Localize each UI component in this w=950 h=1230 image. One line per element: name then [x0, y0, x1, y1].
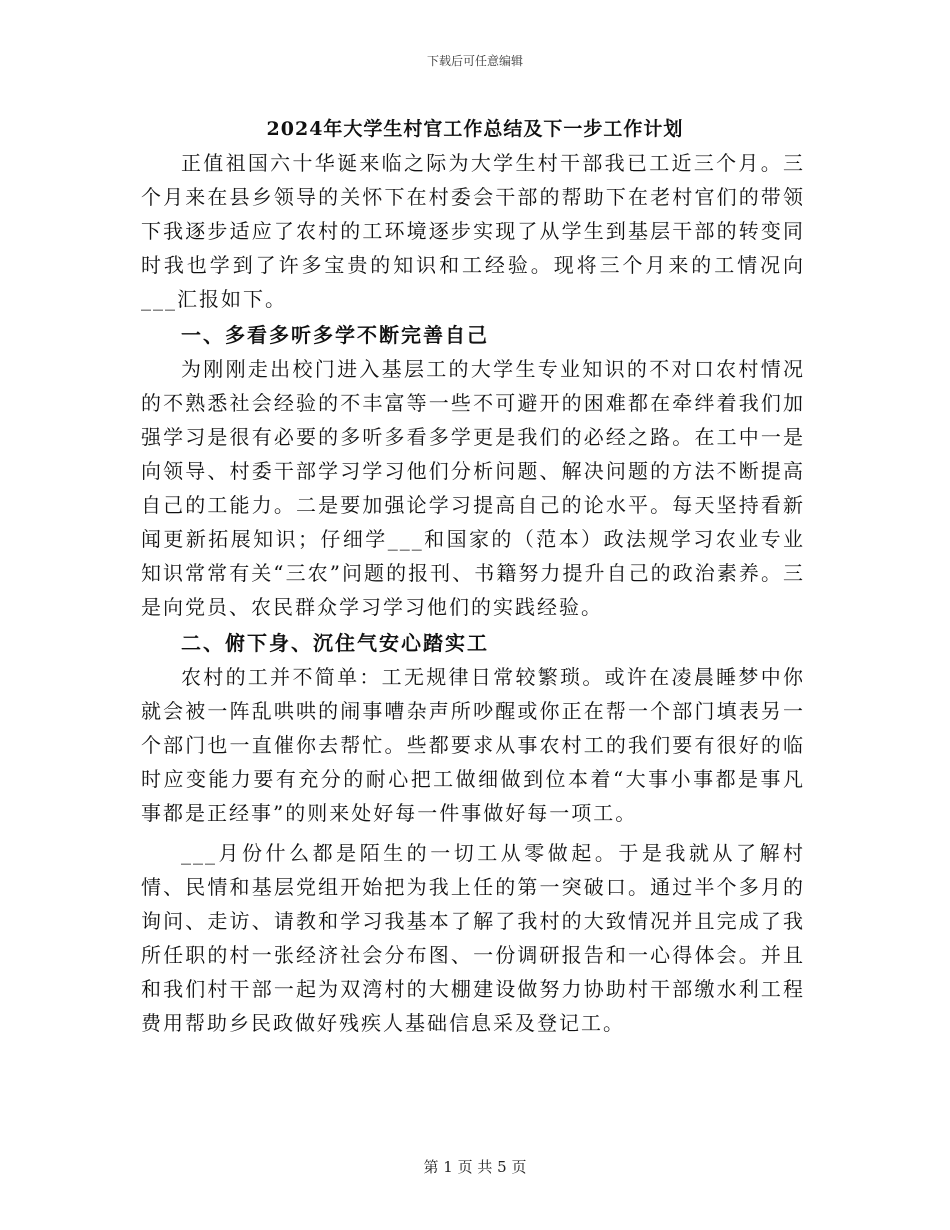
document-body: [141, 146, 805, 1040]
paragraph-month-work: ___月份什么都是陌生的一切工从零做起。于是我就从了解村情、民情和基层党组开始把为我上任的第一突破口。通过半个多月的询问、走访、请教和学习我基本了解了我村的大致情况并且完成了我所任职的村一张经济社会分布图、一份调研报告和一心得体会。并且和我们村干部一起为双湾村的大棚建设做努力协助村干部缴水利工程费用帮助乡民政做好残疾人基础信息采及登记工。: [141, 841, 805, 1035]
section-heading-2: 二、俯下身、沉住气安心踏实工: [181, 631, 489, 655]
paragraph-rural-work: 农村的工并不简单：工无规律日常较繁琐。或许在凌晨睡梦中你就会被一阵乱哄哄的闹事嘈杂声所吵醒或你正在帮一个部门填表另一个部门也一直催你去帮忙。些都要求从事农村工的我们要有很好的临时应变能力要有充分的耐心把工做细做到位本着“大事小事都是事凡事都是正经事”的则来处好每一件事做好每一项工。: [141, 665, 805, 825]
paragraph-study: 为刚刚走出校门进入基层工的大学生专业知识的不对口农村情况的不熟悉社会经验的不丰富等一些不可避开的困难都在牵绊着我们加强学习是很有必要的多听多看多学更是我们的必经之路。在工中一是向领导、村委干部学习学习他们分析问题、解决问题的方法不断提高自己的工能力。二是要加强论学习提高自己的论水平。每天坚持看新闻更新拓展知识；仔细学___和国家的（范本）政法规学习农业专业知识常常有关“三农”问题的报刊、书籍努力提升自己的政治素养。三是向党员、农民群众学习学习他们的实践经验。: [141, 357, 805, 619]
page-number: 第 1 页 共 5 页: [423, 1158, 527, 1176]
header-note: 下载后可任意编辑: [426, 54, 523, 68]
document-title: 2024年大学生村官工作总结及下一步工作计划: [266, 118, 684, 140]
paragraph-intro: 正值祖国六十华诞来临之际为大学生村干部我已工近三个月。三个月来在县乡领导的关怀下在村委会干部的帮助下在老村官们的带领下我逐步适应了农村的工环境逐步实现了从学生到基层干部的转变同时我也学到了许多宝贵的知识和工经验。现将三个月来的工情况向___汇报如下。: [141, 151, 805, 311]
section-heading-1: 一、多看多听多学不断完善自己: [181, 323, 489, 347]
